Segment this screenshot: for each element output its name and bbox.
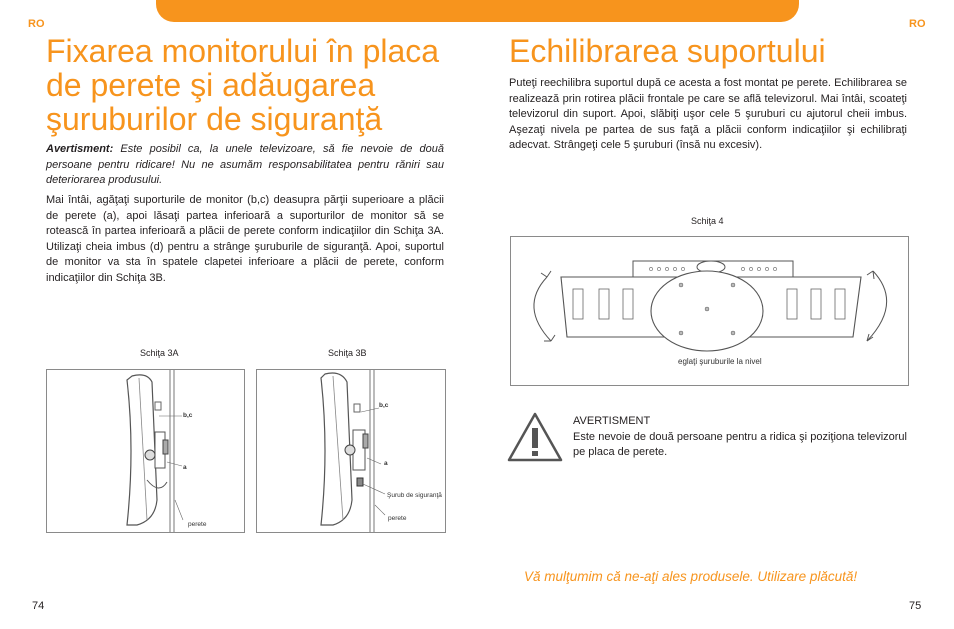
figure-3a-label-bc: b,c bbox=[183, 412, 193, 419]
warning-title: AVERTISMENT bbox=[573, 415, 651, 427]
title-line-2: de perete şi adăugarea bbox=[46, 67, 376, 103]
instructions-paragraph: Mai întâi, agăţaţi suporturile de monitor (b,c) deasupra părţii superioare a plăcii de perete (a), apoi lăsaţi partea inferioară a suporturilor de monitor să se rotească în partea inferioară a plăcii de perete conform indicaţiilor din Schiţa 3A. Utilizaţi cheia imbus (d) pentru a strânge şuruburile de siguranţă. Apoi, suportul de monitor va sta în spatele clapetei inferioare a plăcii de perete, conform indicaţiilor din Schiţa 3B. bbox=[46, 194, 444, 284]
title-line-3: şuruburilor de siguranţă bbox=[46, 101, 383, 137]
figure-4-label: eglaţi şuruburile la nivel bbox=[678, 357, 762, 366]
figure-3b-label-screw: Şurub de siguranţă bbox=[387, 492, 442, 499]
figure-4 bbox=[510, 236, 909, 386]
figure-4-caption: Schiţa 4 bbox=[691, 216, 724, 226]
figure-3a-drawing bbox=[47, 370, 244, 532]
figure-3b-drawing bbox=[257, 370, 445, 532]
language-tag-left: RO bbox=[28, 18, 45, 30]
page-number-right: 75 bbox=[909, 600, 922, 612]
warning-triangle-icon bbox=[506, 411, 564, 463]
balancing-paragraph: Puteţi reechilibra suportul după ce acesta a fost montat pe perete. Echilibrarea se realizează prin rotirea plăcii frontale pe care se află televizorul. Mai întâi, scoateţi televizorul din suport. Apoi, slăbiţi uşor cele 5 şuruburi cu ajutorul cheii imbus. Aşezaţi nivela pe partea de sus faţă a plăcii conform indicaţiilor şi echilibraţi adecvat. Strângeţi cele 5 şuruburi (însă nu excesiv). bbox=[509, 77, 907, 151]
left-page-title bbox=[46, 34, 466, 136]
warning-text: Este posibil ca, la unele televizoare, să fie nevoie de două persoane pentru ridicare! Nu ne asumăm responsabilitatea pentru răniri sau deteriorarea produsului. bbox=[46, 143, 444, 186]
language-tag-right: RO bbox=[909, 18, 926, 30]
figure-3b-label-bc: b,c bbox=[379, 402, 389, 409]
figure-3a-label-wall: perete bbox=[188, 521, 207, 528]
thank-you-message: Vă mulţumim că ne-aţi ales produsele. Utilizare plăcută! bbox=[524, 569, 858, 584]
top-orange-bar bbox=[156, 0, 799, 22]
figure-3a-label-a: a bbox=[183, 464, 187, 471]
warning-body: Este nevoie de două persoane pentru a ridica şi poziţiona televizorul pe placa de perete. bbox=[573, 431, 907, 458]
figure-3b-label-a: a bbox=[384, 460, 388, 467]
warning-label: Avertisment: bbox=[46, 143, 114, 155]
figure-3a-caption: Schiţa 3A bbox=[140, 348, 179, 358]
figure-3a bbox=[46, 369, 245, 533]
safety-warning-paragraph bbox=[46, 142, 444, 189]
figure-3b-label-wall: perete bbox=[388, 515, 407, 522]
right-page-title: Echilibrarea suportului bbox=[509, 33, 826, 69]
title-line-1: Fixarea monitorului în placa bbox=[46, 33, 440, 69]
page-number-left: 74 bbox=[32, 600, 45, 612]
figure-3b-caption: Schiţa 3B bbox=[328, 348, 367, 358]
figure-3b bbox=[256, 369, 446, 533]
